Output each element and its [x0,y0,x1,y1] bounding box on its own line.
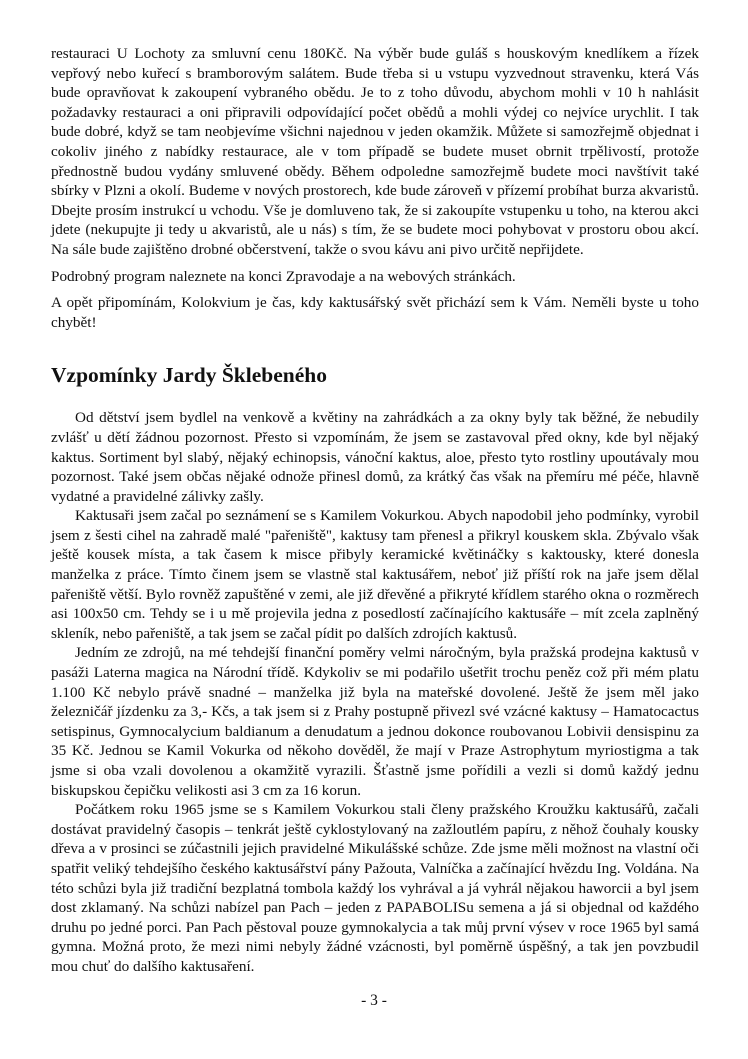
document-page [51,44,699,977]
intro-paragraph: restauraci U Lochoty za smluvní cenu 180Kč. Na výběr bude guláš s houskovým knedlíkem a řízek vepřový nebo kuřecí s bramborovým salátem. Bude třeba si u vstupu vyzvednout stravenku, která Vás bude opravňovat k zakoupení vybraného obědu. Je to z toho důvodu, abychom mohli v 10 h nahlásit požadavky restauraci a oni připravili odpovídající počet obědů a mohli výdej co nejvíce urychlit. I tak bude dobré, když se tam neobjevíme všichni najednou v jeden okamžik. Můžete si samozřejmě objednat i cokoliv jiného z nabídky restaurace, ale v tom případě se budete muset obrnit trpělivostí, protože přednostně budou vydány smluvené obědy. Během odpoledne samozřejmě budete moci navštívit také sbírky v Plzni a okolí. Budeme v nových prostorech, kde bude zároveň v přízemí probíhat burza akvaristů. Dbejte prosím instrukcí u vchodu. Vše je domluveno tak, že si zakoupíte vstupenku u toho, na kterou akci jdete (nekupujte ji tedy u akvaristů, ale u nás) s tím, že se budete moci pohybovat v prostoru obou akcí. Na sále bude zajištěno drobné občerstvení, takže o svou kávu ani pivo určitě nepřijdete. [51,45,699,258]
intro-paragraph: A opět připomínám, Kolokvium je čas, kdy kaktusářský svět přichází sem k Vám. Neměli byste u toho chybět! [51,294,699,331]
page-number: - 3 - [361,992,387,1009]
article-paragraph: Od dětství jsem bydlel na venkově a květiny na zahrádkách a za okny byly tak běžné, že nebudily zvlášť u dětí žádnou pozornost. Přesto si vzpomínám, že jsem se zastavoval před okny, kde byl nějaký kaktus. Sortiment byl slabý, nějaký echinopsis, vánoční kaktus, aloe, přesto tyto rostliny upoutávaly mou pozornost. Také jsem občas nějaké odnože přinesl domů, za krátký čas však na přemíru mé péče, hlavně vydatné a pravidelné zálivky zašly. [51,409,699,505]
article-paragraph: Kaktusaři jsem začal po seznámení se s Kamilem Vokurkou. Abych napodobil jeho podmínky, vyrobil jsem z šesti cihel na zahradě malé "pařeniště", kaktusy tam přenesl a přikryl kouskem skla. Zbývalo však ještě kousek místa, a tak časem k misce přibyly keramické květináčky s kaktousky, které donesla manželka z práce. Tímto činem jsem se vlastně stal kaktusářem, neboť již příští rok na jaře jsem dělal pařeniště větší. Bylo rovněž zapuštěné v zemi, ale již dřevěné a přikryté křídlem starého okna o rozměrech asi 100x50 cm. Tehdy se i u mě projevila jedna z posedlostí začínajícího kaktusáře – mít zcela zaplněný skleník, nebo pařeniště, a tak jsem se začal pídit po dalších zdrojích kaktusů. [51,507,699,642]
article-title: Vzpomínky Jardy Šklebeného [51,363,327,388]
article-paragraph: Počátkem roku 1965 jsme se s Kamilem Vokurkou stali členy pražského Kroužku kaktusářů, začali dostávat pravidelný časopis – tenkrát ještě cyklostylovaný na zažloutlém papíru, z něhož čouhaly kousky dřeva a v prosinci se zúčastnili jejich pravidelné Mikulášské schůze. Zde jsme měli možnost na vlastní oči spatřit veliký tehdejšího českého kaktusářství pány Pažouta, Valníčka a začínající hvězdu Ing. Voldána. Na této schůzi byla již tradiční bezplatná tombola každý los vyhrával a já vyhrál nějakou haworcii a byl jsem dost zklamaný. Na schůzi nabízel pan Pach – jeden z PAPABOLISu semena a já si objednal od každého druhu po jedné porci. Pan Pach pěstoval pouze gymnokalycia a tak můj první výsev v roce 1965 byl samá gymna. Možná proto, že mezi nimi nebyly žádné vzácnosti, byl poměrně úspěšný, a tak jen povzbudil mou chuť do dalšího kaktusaření. [51,801,699,975]
article-section [51,362,699,976]
article-paragraph: Jedním ze zdrojů, na mé tehdejší finanční poměry velmi náročným, byla pražská prodejna kaktusů v pasáži Laterna magica na Národní třídě. Kdykoliv se mi podařilo ušetřit trochu peněz což při mém platu 1.100 Kč nebylo právě snadné – manželka již byla na mateřské dovolené. Ještě že jsem měl jako železničář jízdenku za 3,- Kčs, a tak jsem si z Prahy postupně přivezl své vzácné kaktusy – Hamatocactus setispinus, Gymnocalycium baldianum a denudatum a jednou dokonce roubovanou Lobivii densispinu za 35 Kč. Jednou se Kamil Vokurka od někoho dověděl, že mají v Praze Astrophytum myriostigma a tak jsme si oba vzali dovolenou a okamžitě vyrazili. Šťastně jsme pořídili a vezli si domů každý jednu biskupskou čepičku velikosti asi 3 cm za 16 korun. [51,644,699,799]
intro-paragraph: Podrobný program naleznete na konci Zpravodaje a na webových stránkách. [51,267,516,285]
intro-section [51,44,699,332]
